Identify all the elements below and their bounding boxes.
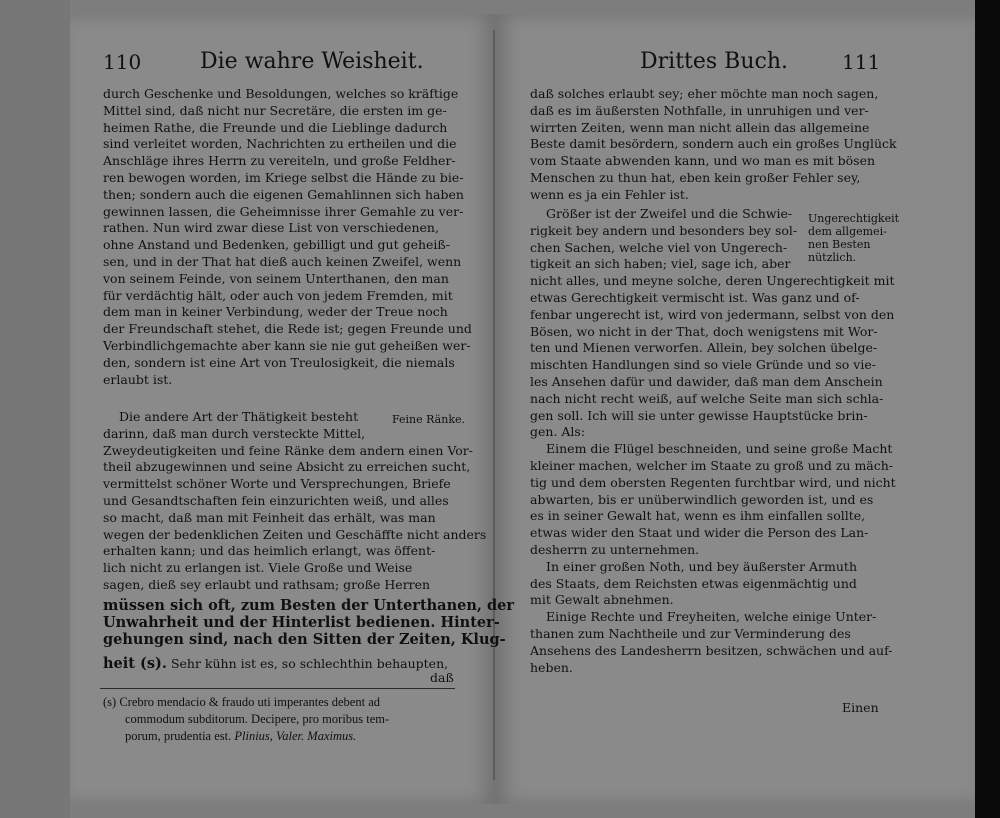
text-line: sagen, dieß sey erlaubt und rathsam; große Herren — [103, 576, 431, 592]
text-line: kleiner machen, welcher im Staate zu groß und zu mäch- — [530, 457, 894, 473]
text-line: von seinem Feinde, von seinem Unterthanen, den man — [103, 270, 449, 286]
text-line: gewinnen lassen, die Geheimnisse ihrer Gemahle zu ver- — [103, 203, 464, 219]
left-page-number: 110 — [103, 50, 142, 74]
text-line: dem man in keiner Verbindung, weder der Treue noch — [103, 304, 448, 320]
left-last-line-rest: Sehr kühn ist es, so schlechthin behaupten, — [170, 656, 449, 671]
text-line: In einer großen Noth, und bey äußerster Armuth — [546, 558, 858, 574]
right-catchword: Einen — [842, 700, 879, 715]
left-last-line-bold: heit (s). — [103, 655, 167, 672]
text-line: Einige Rechte und Freyheiten, welche einige Unter- — [546, 609, 877, 625]
text-line: tig und dem obersten Regenten furchtbar wird, und nicht — [530, 474, 896, 490]
text-line: fenbar ungerecht ist, wird von jedermann, selbst von den — [530, 306, 895, 322]
footnote-marker: (s) — [103, 695, 117, 709]
text-line: Einem die Flügel beschneiden, und seine große Macht — [546, 441, 893, 457]
text-line: daß es im äußersten Nothfalle, in unruhigen und ver- — [530, 102, 869, 118]
footnote-line-1: Crebro mendacio & fraudo uti imperantes debent ad — [119, 695, 381, 709]
text-line: desherrn zu unternehmen. — [530, 541, 700, 557]
book-gutter — [493, 30, 495, 780]
text-line: und Gesandtschaften fein einzurichten weiß, und alles — [103, 492, 449, 508]
text-line: daß solches erlaubt sey; eher möchte man noch sagen, — [530, 86, 879, 101]
text-line: Menschen zu thun hat, eben kein großer Fehler sey, — [530, 169, 861, 185]
scan-right-margin — [975, 0, 1000, 818]
text-line: theil abzugewinnen und seine Absicht zu erreichen sucht, — [103, 459, 471, 475]
left-body-text-2 — [103, 409, 486, 594]
text-line: Zweydeutigkeiten und feine Ränke dem andern einen Vor- — [103, 442, 473, 458]
text-line: erlaubt ist. — [103, 371, 173, 387]
footnote-source: Plinius, Valer. Maximus. — [234, 729, 357, 743]
text-line: heimen Rathe, die Freunde und die Lieblinge dadurch — [103, 119, 448, 135]
text-line: so macht, daß man mit Feinheit das erhält, was man — [103, 509, 436, 525]
text-line: wegen der bedenklichen Zeiten und Geschäffte nicht anders — [103, 526, 487, 542]
text-line: chen Sachen, welche viel von Ungerech- — [530, 239, 788, 255]
text-line: des Staats, dem Reichsten etwas eigenmächtig und — [530, 575, 857, 591]
text-line: für verdächtig hält, oder auch von jedem Fremden, mit — [103, 287, 453, 303]
left-running-title: Die wahre Weisheit. — [200, 49, 424, 74]
text-line: Verbindlichgemachte aber kann sie nie gut geheißen wer- — [103, 337, 471, 353]
text-line: abwarten, bis er unüberwindlich geworden ist, und es — [530, 491, 874, 507]
text-line: Bösen, wo nicht in der That, doch wenigstens mit Wor- — [530, 323, 878, 339]
text-line: wenn es ja ein Fehler ist. — [530, 186, 689, 202]
text-line: es in seiner Gewalt hat, wenn es ihm einfallen sollte, — [530, 508, 866, 524]
text-line: vom Staate abwenden kann, und wo man es mit bösen — [530, 153, 876, 169]
text-line: etwas wider den Staat und wider die Person des Lan- — [530, 525, 869, 541]
right-body-text — [530, 86, 897, 204]
text-line: gen. Als: — [530, 424, 586, 440]
text-line: then; sondern auch die eigenen Gemahlinnen sich haben — [103, 186, 464, 202]
side-note-line: dem allgemei- — [808, 225, 887, 238]
text-line: sen, und in der That hat dieß auch keinen Zweifel, wenn — [103, 253, 462, 269]
right-page-number: 111 — [842, 50, 881, 74]
text-line: gen soll. Ich will sie unter gewisse Hauptstücke brin- — [530, 407, 868, 423]
text-line: Mittel sind, daß nicht nur Secretäre, die ersten im ge- — [103, 102, 447, 118]
text-line: les Ansehen dafür und dawider, daß man dem Anschein — [530, 373, 883, 389]
left-last-line — [103, 656, 448, 673]
text-line: ohne Anstand und Bedenken, gebilligt und gut geheiß- — [103, 237, 451, 253]
bold-text-line: müssen sich oft, zum Besten der Unterthanen, der — [103, 597, 514, 614]
text-line: Ansehens des Landesherrn besitzen, schwächen und auf- — [530, 642, 893, 658]
left-body-text — [103, 86, 472, 388]
footnote-line-2: commodum subditorum. Decipere, pro moribus tem- — [125, 712, 390, 726]
text-line: ren bewogen worden, im Kriege selbst die Hände zu bie- — [103, 169, 464, 185]
right-running-title: Drittes Buch. — [640, 49, 788, 74]
text-line: nicht alles, und meyne solche, deren Ungerechtigkeit mit — [530, 273, 895, 289]
text-line: sind verleitet worden, Nachrichten zu ertheilen und die — [103, 136, 457, 152]
right-body-text-2 — [530, 206, 896, 676]
text-line: wirrten Zeiten, wenn man nicht allein das allgemeine — [530, 119, 870, 135]
text-line: durch Geschenke und Besoldungen, welches so kräftige — [103, 86, 459, 101]
scan-left-margin — [0, 0, 70, 818]
text-line: Größer ist der Zweifel und die Schwie- — [546, 206, 793, 221]
left-side-note: Feine Ränke. — [392, 413, 465, 426]
text-line: erhalten kann; und das heimlich erlangt, was öffent- — [103, 543, 436, 559]
side-note-line: nützlich. — [808, 251, 857, 264]
text-line: nach nicht recht weiß, auf welche Seite man sich schla- — [530, 390, 884, 406]
text-line: ten und Mienen verworfen. Allein, bey solchen übelge- — [530, 340, 878, 356]
side-note-line: Ungerechtigkeit — [808, 212, 900, 225]
text-line: heben. — [530, 659, 573, 675]
footnote-line-3: porum, prudentia est. — [125, 729, 232, 743]
footnote — [103, 694, 389, 745]
text-line: der Freundschaft stehet, die Rede ist; gegen Freunde und — [103, 321, 472, 337]
text-line: darinn, daß man durch versteckte Mittel, — [103, 425, 366, 441]
text-line: vermittelst schöner Worte und Versprechungen, Briefe — [103, 476, 451, 492]
text-line: rigkeit bey andern und besonders bey sol- — [530, 222, 798, 238]
left-catchword: daß — [430, 670, 454, 685]
text-line: lich nicht zu erlangen ist. Viele Große und Weise — [103, 560, 413, 576]
text-line: mit Gewalt abnehmen. — [530, 592, 674, 608]
text-line: den, sondern ist eine Art von Treulosigkeit, die niemals — [103, 354, 455, 370]
text-line: Beste damit besördern, sondern auch ein großes Unglück — [530, 136, 897, 152]
text-line: rathen. Nun wird zwar diese List von verschiedenen, — [103, 220, 439, 236]
bold-text-line: gehungen sind, nach den Sitten der Zeiten, Klug- — [103, 630, 506, 648]
footnote-rule — [100, 688, 455, 689]
text-line: etwas Gerechtigkeit vermischt ist. Was ganz und of- — [530, 289, 860, 305]
bold-text-line: Unwahrheit und der Hinterlist bedienen. Hinter- — [103, 613, 500, 631]
text-line: tigkeit an sich haben; viel, sage ich, aber — [530, 256, 791, 272]
text-line: thanen zum Nachtheile und zur Verminderung des — [530, 625, 851, 641]
left-bold-text — [103, 596, 514, 646]
side-note-line: nen Besten — [808, 238, 871, 251]
text-line: Anschläge ihres Herrn zu vereiteln, und große Feldher- — [103, 153, 456, 169]
text-line: mischten Handlungen sind so viele Gründe und so vie- — [530, 357, 876, 373]
text-line: Die andere Art der Thätigkeit besteht — [119, 409, 359, 424]
